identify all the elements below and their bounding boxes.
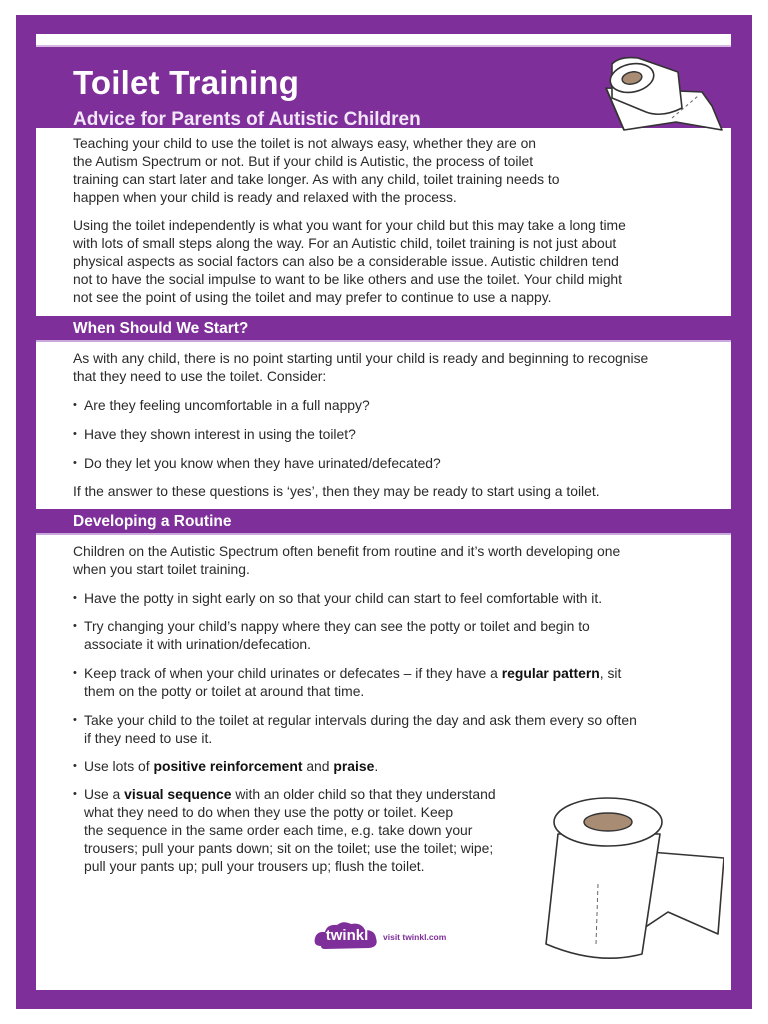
content-panel — [36, 34, 731, 990]
section2-bullet-continuation: the sequence in the same order each time, e.g. take down your — [84, 822, 473, 838]
section2-bullet-continuation: associate it with urination/defecation. — [84, 636, 312, 652]
intro-line: happen when your child is ready and relaxed with the process. — [73, 189, 457, 205]
section2-bullet-continuation: if they need to use it. — [84, 730, 213, 746]
section2-bullet-continuation: pull your pants up; pull your trousers up; flush the toilet. — [84, 858, 425, 874]
bold-text: regular pattern — [501, 665, 600, 681]
twinkl-logo[interactable] — [313, 920, 463, 954]
section2-bullet: • Try changing your child’s nappy where they can see the potty or toilet and begin to — [73, 617, 590, 635]
section2-bullet: • Use lots of positive reinforcement and praise. — [73, 757, 378, 775]
intro-line: Teaching your child to use the toilet is not always easy, whether they are on — [73, 135, 537, 151]
section1-intro-line: that they need to use the toilet. Consider: — [73, 368, 327, 384]
bold-text: visual sequence — [124, 786, 232, 802]
section2-bullet: • Keep track of when your child urinates or defecates – if they have a regular pattern, sit — [73, 664, 621, 682]
section1-bullet: • Have they shown interest in using the toilet? — [73, 425, 356, 443]
section-heading-when-start: When Should We Start? — [36, 316, 731, 342]
bold-text: positive reinforcement — [153, 758, 303, 774]
section2-bullet-continuation: trousers; pull your pants down; sit on the toilet; use the toilet; wipe; — [84, 840, 494, 856]
visit-twinkl-link[interactable]: visit twinkl.com — [383, 932, 447, 942]
page-title: Toilet Training — [73, 64, 300, 101]
section2-bullet-continuation: them on the potty or toilet at around that time. — [84, 683, 365, 699]
toilet-roll-icon — [538, 794, 724, 966]
section1-bullet: • Do they let you know when they have urinated/defecated? — [73, 454, 441, 472]
intro-line: physical aspects as social factors can also be a considerable issue. Autistic children tend — [73, 253, 619, 269]
intro-line: with lots of small steps along the way. For an Autistic child, toilet training is not just about — [73, 235, 617, 251]
intro-line: not to have the social impulse to want to be like others and use the toilet. Your child might — [73, 271, 623, 287]
intro-line: Using the toilet independently is what you want for your child but this may take a long time — [73, 217, 626, 233]
bold-text: praise — [333, 758, 375, 774]
section2-bullet-continuation: what they need to do when they use the potty or toilet. Keep — [84, 804, 454, 820]
page-subtitle: Advice for Parents of Autistic Children — [73, 109, 421, 130]
section1-bullet: • Are they feeling uncomfortable in a full nappy? — [73, 396, 370, 414]
section1-intro-line: As with any child, there is no point starting until your child is ready and beginning to recognise — [73, 350, 649, 366]
twinkl-logo-text: twinkl — [325, 927, 369, 944]
section2-bullet: • Take your child to the toilet at regular intervals during the day and ask them every so often — [73, 711, 637, 729]
intro-line: not see the point of using the toilet and may prefer to continue to use a nappy. — [73, 289, 552, 305]
section2-intro-line: when you start toilet training. — [73, 561, 250, 577]
toilet-roll-icon — [598, 52, 726, 144]
section-heading-routine: Developing a Routine — [36, 509, 731, 535]
section2-intro-line: Children on the Autistic Spectrum often benefit from routine and it’s worth developing one — [73, 543, 621, 559]
section2-bullet: • Have the potty in sight early on so that your child can start to feel comfortable with it. — [73, 589, 602, 607]
intro-line: training can start later and take longer. As with any child, toilet training needs to — [73, 171, 560, 187]
section1-outro: If the answer to these questions is ‘yes’, then they may be ready to start using a toilet. — [73, 483, 600, 499]
intro-line: the Autism Spectrum or not. But if your child is Autistic, the process of toilet — [73, 153, 534, 169]
section2-bullet: • Use a visual sequence with an older child so that they understand — [73, 785, 496, 803]
